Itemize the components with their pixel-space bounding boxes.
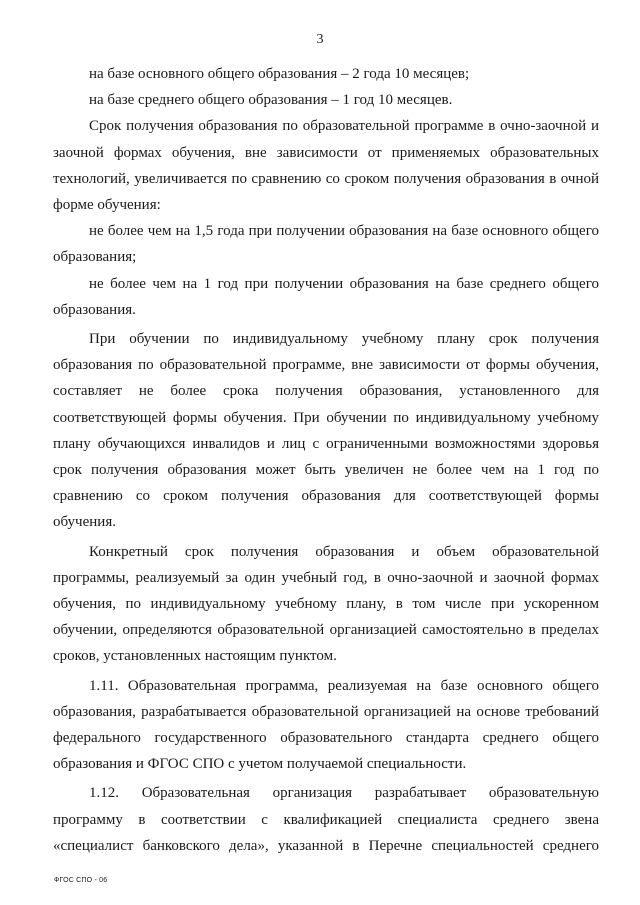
- footer-code: ФГОС СПО - 06: [54, 877, 108, 884]
- page-number: 3: [316, 32, 324, 47]
- text-line: форме обучения:: [53, 197, 161, 214]
- text-line: федерального государственного образовательного стандарта среднего общего: [53, 730, 599, 747]
- text-line: не более чем на 1,5 года при получении образования на базе основного общего: [89, 223, 599, 240]
- text-line: образования.: [53, 301, 136, 318]
- text-line: образования и ФГОС СПО с учетом получаемой специальности.: [53, 756, 467, 773]
- paragraph: [53, 326, 599, 536]
- text-line: срок получения образования может быть увеличен не более чем на 1 год по: [53, 462, 599, 479]
- text-line: на базе основного общего образования – 2 года 10 месяцев;: [89, 66, 470, 82]
- text-line: технологий, увеличивается по сравнению со сроком получения образования в очной: [53, 170, 599, 187]
- text-line: обучения.: [53, 514, 116, 531]
- text-line: соответствующей формы обучения. При обучении по индивидуальному учебному: [53, 409, 599, 426]
- text-line: 1.11. Образовательная программа, реализуемая на базе основного общего: [89, 677, 599, 694]
- text-line: обучении, определяются образовательной организацией самостоятельно в пределах: [53, 622, 599, 639]
- text-line: Конкретный срок получения образования и объем образовательной: [89, 543, 599, 560]
- text-line: образования, разрабатывается образовательной организацией на основе требований: [53, 703, 599, 720]
- text-line: не более чем на 1 год при получении образования на базе среднего общего: [89, 275, 599, 292]
- text-line: на базе среднего общего образования – 1 год 10 месяцев.: [89, 92, 453, 109]
- paragraph: [53, 780, 599, 859]
- document-body: [53, 61, 599, 859]
- paragraph: [53, 271, 599, 323]
- text-line: плану обучающихся инвалидов и лиц с ограниченными возможностями здоровья: [53, 435, 599, 452]
- text-line: программы, реализуемый за один учебный год, в очно-заочной и заочной формах: [53, 569, 599, 586]
- paragraph: [53, 61, 599, 87]
- text-line: образования;: [53, 249, 137, 266]
- text-line: Срок получения образования по образовательной программе в очно-заочной и: [89, 118, 599, 135]
- text-line: сравнению со сроком получения образования для соответствующей формы: [53, 488, 599, 505]
- text-line: сроков, установленных настоящим пунктом.: [53, 648, 337, 665]
- paragraph: [53, 539, 599, 670]
- text-line: обучения, по индивидуальному учебному плану, в том числе при ускоренном: [53, 596, 599, 613]
- paragraph: [53, 87, 599, 113]
- paragraph: [53, 218, 599, 270]
- text-line: При обучении по индивидуальному учебному плану срок получения: [89, 331, 599, 348]
- text-line: составляет не более срока получения образования, установленного для: [53, 383, 599, 400]
- paragraph: [53, 113, 599, 218]
- text-line: 1.12. Образовательная организация разрабатывает образовательную: [89, 785, 599, 802]
- paragraph: [53, 673, 599, 778]
- text-line: «специалист банковского дела», указанной в Перечне специальностей среднего: [53, 837, 599, 854]
- text-line: образования по образовательной программе, вне зависимости от формы обучения,: [53, 357, 599, 374]
- text-line: программу в соответствии с квалификацией специалиста среднего звена: [53, 811, 599, 828]
- text-line: заочной формах обучения, вне зависимости от применяемых образовательных: [53, 144, 599, 161]
